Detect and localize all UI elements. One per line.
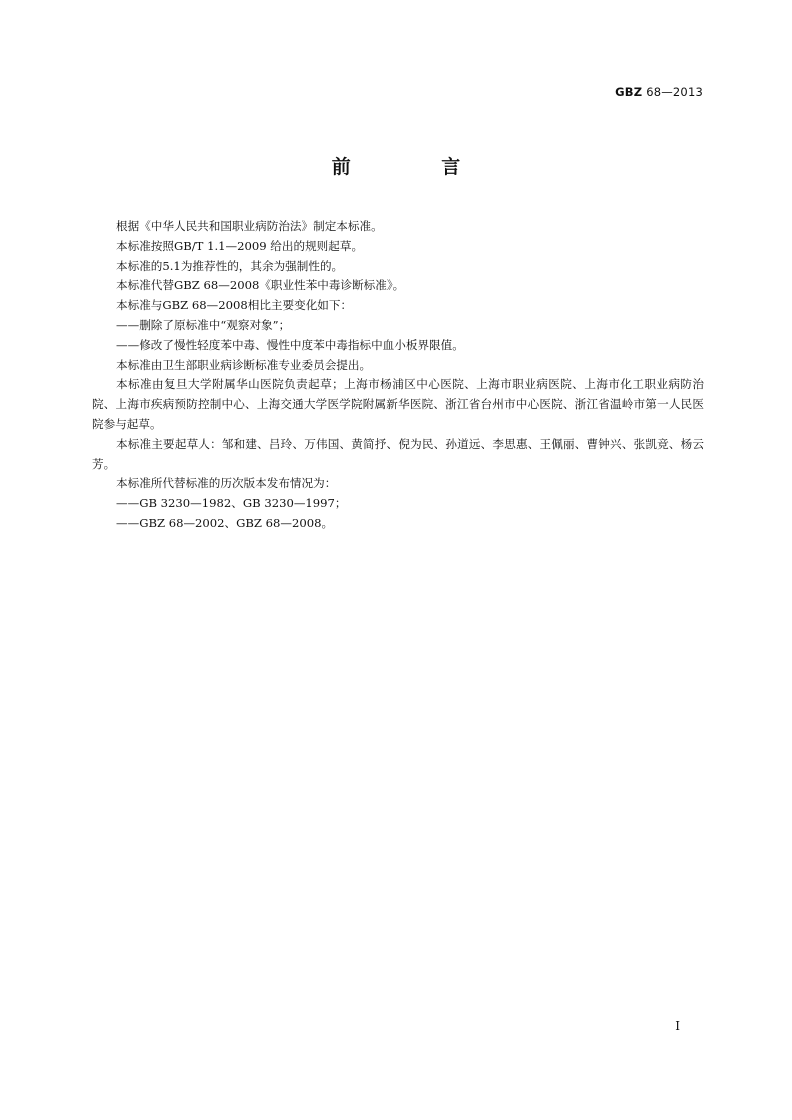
paragraph-drafters: 本标准主要起草人：邹和建、吕玲、万伟国、黄简抒、倪为民、孙道远、李思惠、王佩丽、曹钟兴、张凯竞、杨云芳。	[92, 436, 704, 471]
paragraph-changes-intro: 本标准与GBZ 68—2008相比主要变化如下：	[116, 298, 353, 313]
paragraph-proposed-by: 本标准由卫生部职业病诊断标准专业委员会提出。	[116, 357, 372, 372]
page-title: 前 言	[331, 156, 503, 178]
list-item-change-1: ——删除了原标准中“观察对象”；	[116, 317, 291, 332]
standard-code-prefix: GBZ	[615, 85, 643, 99]
paragraph-replaces: 本标准代替GBZ 68—2008《职业性苯中毒诊断标准》。	[116, 278, 405, 293]
page-number: I	[675, 1019, 680, 1033]
list-item-history-1: ——GB 3230—1982、GB 3230—1997；	[116, 496, 347, 511]
paragraph-drafting-rules: 本标准按照GB/T 1.1—2009 给出的规则起草。	[116, 238, 364, 253]
list-item-change-2: ——修改了慢性轻度苯中毒、慢性中度苯中毒指标中血小板界限值。	[116, 337, 464, 352]
standard-code-number: 68—2013	[646, 85, 703, 99]
paragraph-recommended-clause: 本标准的5.1为推荐性的，其余为强制性的。	[116, 258, 344, 273]
list-item-history-2: ——GBZ 68—2002、GBZ 68—2008。	[116, 515, 334, 530]
paragraph-drafting-units: 本标准由复旦大学附属华山医院负责起草；上海市杨浦区中心医院、上海市职业病医院、上海市化工职业病防治院、上海市疾病预防控制中心、上海交通大学医学院附属新华医院、浙江省台州市中心医院、浙江省温岭市第一人民医院参与起草。	[92, 377, 704, 431]
foreword-body	[92, 217, 704, 534]
standard-code	[615, 85, 703, 99]
paragraph-legal-basis: 根据《中华人民共和国职业病防治法》制定本标准。	[116, 219, 383, 233]
paragraph-history-intro: 本标准所代替标准的历次版本发布情况为：	[116, 476, 337, 491]
